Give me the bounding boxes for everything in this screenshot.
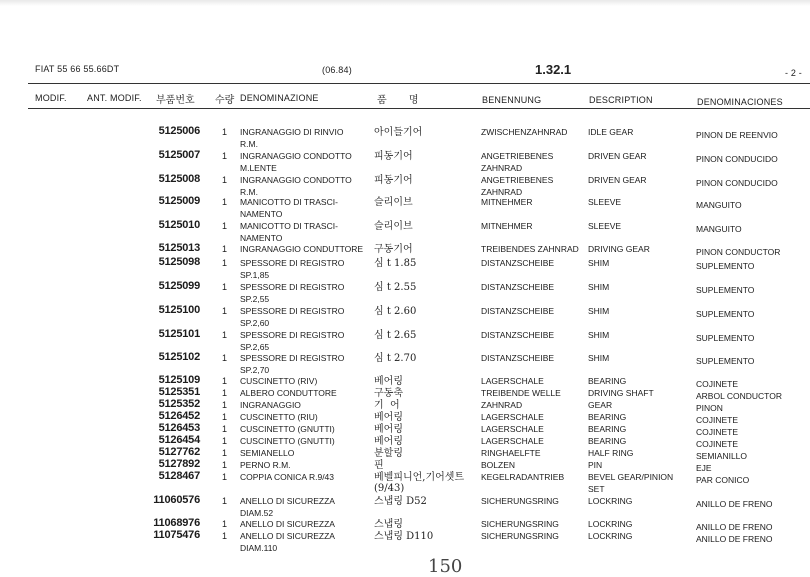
korean-name: 베어링 (374, 424, 403, 435)
korean-name: 슬리이브 (374, 197, 413, 208)
denominazione: INGRANAGGIO CONDUTTORE (240, 244, 364, 254)
korean-name: 슬리이브 (374, 221, 413, 232)
description: BEARING (588, 412, 627, 422)
denominazione: INGRANAGGIO DI RINVIO R.M. (240, 127, 344, 149)
quantity: 1 (222, 436, 228, 446)
korean-name: 구동축 (374, 388, 403, 399)
denominazione: ANELLO DI SICUREZZA DIAM.52 (240, 496, 335, 518)
col-description: DESCRIPTION (589, 95, 653, 105)
benennung: LAGERSCHALE (481, 424, 544, 434)
part-number: 5125010 (158, 219, 200, 231)
description: HALF RING (588, 448, 634, 458)
denominaciones: COJINETE (696, 415, 739, 425)
korean-name: 핀 (374, 460, 384, 471)
korean-name: 심 t 2.60 (374, 306, 417, 317)
benennung: RINGHAELFTE (481, 448, 541, 458)
quantity: 1 (222, 127, 228, 137)
quantity: 1 (222, 460, 228, 470)
denominaciones: COJINETE (696, 439, 739, 449)
benennung: LAGERSCHALE (481, 412, 544, 422)
korean-name: 구동기어 (374, 244, 413, 255)
col-ant-modif: ANT. MODIF. (87, 93, 142, 103)
quantity: 1 (222, 151, 228, 161)
description: SLEEVE (588, 221, 622, 231)
part-number: 5128467 (158, 470, 200, 482)
korean-name: 심 t 2.65 (374, 330, 417, 341)
korean-name: 베어링 (374, 436, 403, 447)
denominaciones: SEMIANILLO (696, 451, 748, 461)
col-benennung: BENENNUNG (482, 95, 542, 105)
korean-name: 심 t 2.55 (374, 282, 417, 293)
benennung: SICHERUNGSRING (481, 496, 559, 506)
quantity: 1 (222, 330, 228, 340)
quantity: 1 (222, 388, 228, 398)
quantity: 1 (222, 472, 228, 482)
quantity: 1 (222, 244, 228, 254)
part-number: 5125013 (158, 242, 200, 254)
denominaciones: ANILLO DE FRENO (696, 499, 773, 509)
denominaciones: COJINETE (696, 427, 739, 437)
denominaciones: PINON CONDUCIDO (696, 178, 778, 188)
benennung: TREIBENDE WELLE (481, 388, 561, 398)
denominazione: CUSCINETTO (RIV) (240, 376, 318, 386)
denominazione: SPESSORE DI REGISTRO SP.1,85 (240, 258, 345, 280)
description: LOCKRING (588, 496, 633, 506)
part-number: 5126453 (158, 422, 200, 434)
col-quantity: 수량 (215, 95, 235, 106)
benennung: DISTANZSCHEIBE (481, 330, 555, 340)
denominaciones: COJINETE (696, 379, 739, 389)
description: IDLE GEAR (588, 127, 634, 137)
quantity: 1 (222, 412, 228, 422)
denominaciones: SUPLEMENTO (696, 309, 755, 319)
col-part-number: 부품번호 (156, 95, 195, 106)
table-row (0, 531, 810, 561)
denominaciones: SUPLEMENTO (696, 356, 755, 366)
description: BEVEL GEAR/PINION SET (588, 472, 674, 494)
part-number: 5125351 (158, 386, 200, 398)
denominazione: SPESSORE DI REGISTRO SP.2,55 (240, 282, 345, 304)
denominazione: INGRANAGGIO CONDOTTO R.M. (240, 175, 352, 197)
quantity: 1 (222, 519, 228, 529)
korean-name: 분할링 (374, 448, 403, 459)
page-number: - 2 - (785, 68, 803, 78)
part-number: 5125099 (158, 280, 200, 292)
korean-name: 아이들기어 (374, 127, 423, 138)
denominaciones: PINON DE REENVIO (696, 130, 778, 140)
description: GEAR (588, 400, 613, 410)
benennung: LAGERSCHALE (481, 436, 544, 446)
benennung: MITNEHMER (481, 197, 533, 207)
part-number: 5125098 (158, 256, 200, 268)
denominazione: ALBERO CONDUTTORE (240, 388, 337, 398)
denominaciones: ARBOL CONDUCTOR (696, 391, 782, 401)
edition-date: (06.84) (322, 65, 352, 75)
benennung: TREIBENDES ZAHNRAD (481, 244, 579, 254)
part-number: 5125101 (158, 328, 200, 340)
benennung: ZWISCHENZAHNRAD (481, 127, 568, 137)
description: DRIVEN GEAR (588, 175, 647, 185)
part-number: 5126452 (158, 410, 200, 422)
benennung: MITNEHMER (481, 221, 533, 231)
description: DRIVEN GEAR (588, 151, 647, 161)
quantity: 1 (222, 258, 228, 268)
description: LOCKRING (588, 519, 633, 529)
denominazione: COPPIA CONICA R.9/43 (240, 472, 335, 482)
korean-name: 심 t 2.70 (374, 353, 417, 364)
denominaciones: SUPLEMENTO (696, 261, 755, 271)
description: DRIVING SHAFT (588, 388, 654, 398)
denominaciones: PINON (696, 403, 723, 413)
description: SHIM (588, 282, 610, 292)
denominazione: INGRANAGGIO (240, 400, 301, 410)
korean-name: 베어링 (374, 376, 403, 387)
part-number: 5125100 (158, 304, 200, 316)
model-title: FIAT 55 66 55.66DT (35, 64, 120, 74)
description: BEARING (588, 424, 627, 434)
denominaciones: PINON CONDUCTOR (696, 247, 781, 257)
quantity: 1 (222, 496, 228, 506)
korean-name: 피동기어 (374, 175, 413, 186)
part-number: 5125352 (158, 398, 200, 410)
benennung: DISTANZSCHEIBE (481, 258, 555, 268)
denominaciones: SUPLEMENTO (696, 285, 755, 295)
korean-name: 스냅링 D52 (374, 496, 427, 507)
quantity: 1 (222, 175, 228, 185)
benennung: ANGETRIEBENES ZAHNRAD (481, 151, 554, 173)
part-number: 11060576 (153, 494, 200, 506)
benennung: LAGERSCHALE (481, 376, 544, 386)
korean-name: 피동기어 (374, 151, 413, 162)
denominazione: MANICOTTO DI TRASCI- NAMENTO (240, 221, 338, 243)
denominazione: SPESSORE DI REGISTRO SP.2,60 (240, 306, 345, 328)
quantity: 1 (222, 424, 228, 434)
benennung: DISTANZSCHEIBE (481, 306, 555, 316)
korean-name: 베벨피니언,기어셋트 (9/43) (374, 472, 465, 494)
description: LOCKRING (588, 531, 633, 541)
denominaciones: PINON CONDUCIDO (696, 154, 778, 164)
col-denominaciones: DENOMINACIONES (697, 97, 783, 107)
denominazione: ANELLO DI SICUREZZA DIAM.110 (240, 531, 335, 553)
denominaciones: PAR CONICO (696, 475, 750, 485)
denominaciones: MANGUITO (696, 200, 742, 210)
korean-name: 기 어 (374, 400, 400, 411)
benennung: SICHERUNGSRING (481, 531, 559, 541)
description: BEARING (588, 436, 627, 446)
col-modif: MODIF. (35, 93, 67, 103)
korean-name: 스냅링 D110 (374, 531, 434, 542)
footer-page-mark: 150 (428, 556, 463, 577)
denominazione: SPESSORE DI REGISTRO SP.2,65 (240, 330, 345, 352)
part-number: 11068976 (153, 517, 200, 529)
benennung: SICHERUNGSRING (481, 519, 559, 529)
part-number: 5125006 (158, 125, 200, 137)
part-number: 5125008 (158, 173, 200, 185)
quantity: 1 (222, 306, 228, 316)
description: PIN (588, 460, 603, 470)
description: DRIVING GEAR (588, 244, 650, 254)
part-number: 5125007 (158, 149, 200, 161)
denominazione: SEMIANELLO (240, 448, 295, 458)
denominaciones: EJE (696, 463, 712, 473)
col-denominazione: DENOMINAZIONE (240, 93, 319, 103)
quantity: 1 (222, 221, 228, 231)
description: SHIM (588, 258, 610, 268)
quantity: 1 (222, 282, 228, 292)
denominazione: CUSCINETTO (GNUTTI) (240, 424, 335, 434)
part-number: 5126454 (158, 434, 200, 446)
part-number: 5125102 (158, 351, 200, 363)
part-number: 5127892 (158, 458, 200, 470)
denominazione: SPESSORE DI REGISTRO SP.2,70 (240, 353, 345, 375)
description: BEARING (588, 376, 627, 386)
quantity: 1 (222, 376, 228, 386)
denominazione: INGRANAGGIO CONDOTTO M.LENTE (240, 151, 352, 173)
korean-name: 심 t 1.85 (374, 258, 417, 269)
description: SHIM (588, 353, 610, 363)
denominaciones: ANILLO DE FRENO (696, 534, 773, 544)
denominaciones: ANILLO DE FRENO (696, 522, 773, 532)
description: SLEEVE (588, 197, 622, 207)
denominazione: ANELLO DI SICUREZZA (240, 519, 335, 529)
denominaciones: MANGUITO (696, 224, 742, 234)
benennung: ZAHNRAD (481, 400, 523, 410)
quantity: 1 (222, 531, 228, 541)
quantity: 1 (222, 353, 228, 363)
benennung: KEGELRADANTRIEB (481, 472, 565, 482)
benennung: DISTANZSCHEIBE (481, 353, 555, 363)
quantity: 1 (222, 197, 228, 207)
description: SHIM (588, 330, 610, 340)
section-number: 1.32.1 (535, 62, 572, 77)
denominazione: MANICOTTO DI TRASCI- NAMENTO (240, 197, 338, 219)
benennung: DISTANZSCHEIBE (481, 282, 555, 292)
benennung: BOLZEN (481, 460, 516, 470)
denominazione: CUSCINETTO (RIU) (240, 412, 318, 422)
description: SHIM (588, 306, 610, 316)
part-number: 11075476 (153, 529, 200, 541)
denominaciones: SUPLEMENTO (696, 333, 755, 343)
benennung: ANGETRIEBENES ZAHNRAD (481, 175, 554, 197)
korean-name: 스냅링 (374, 519, 403, 530)
denominazione: PERNO R.M. (240, 460, 291, 470)
korean-name: 베어링 (374, 412, 403, 423)
part-number: 5125109 (158, 374, 200, 386)
part-number: 5125009 (158, 195, 200, 207)
denominazione: CUSCINETTO (GNUTTI) (240, 436, 335, 446)
quantity: 1 (222, 400, 228, 410)
part-number: 5127762 (158, 446, 200, 458)
col-korean-name: 품 명 (377, 95, 419, 106)
quantity: 1 (222, 448, 228, 458)
